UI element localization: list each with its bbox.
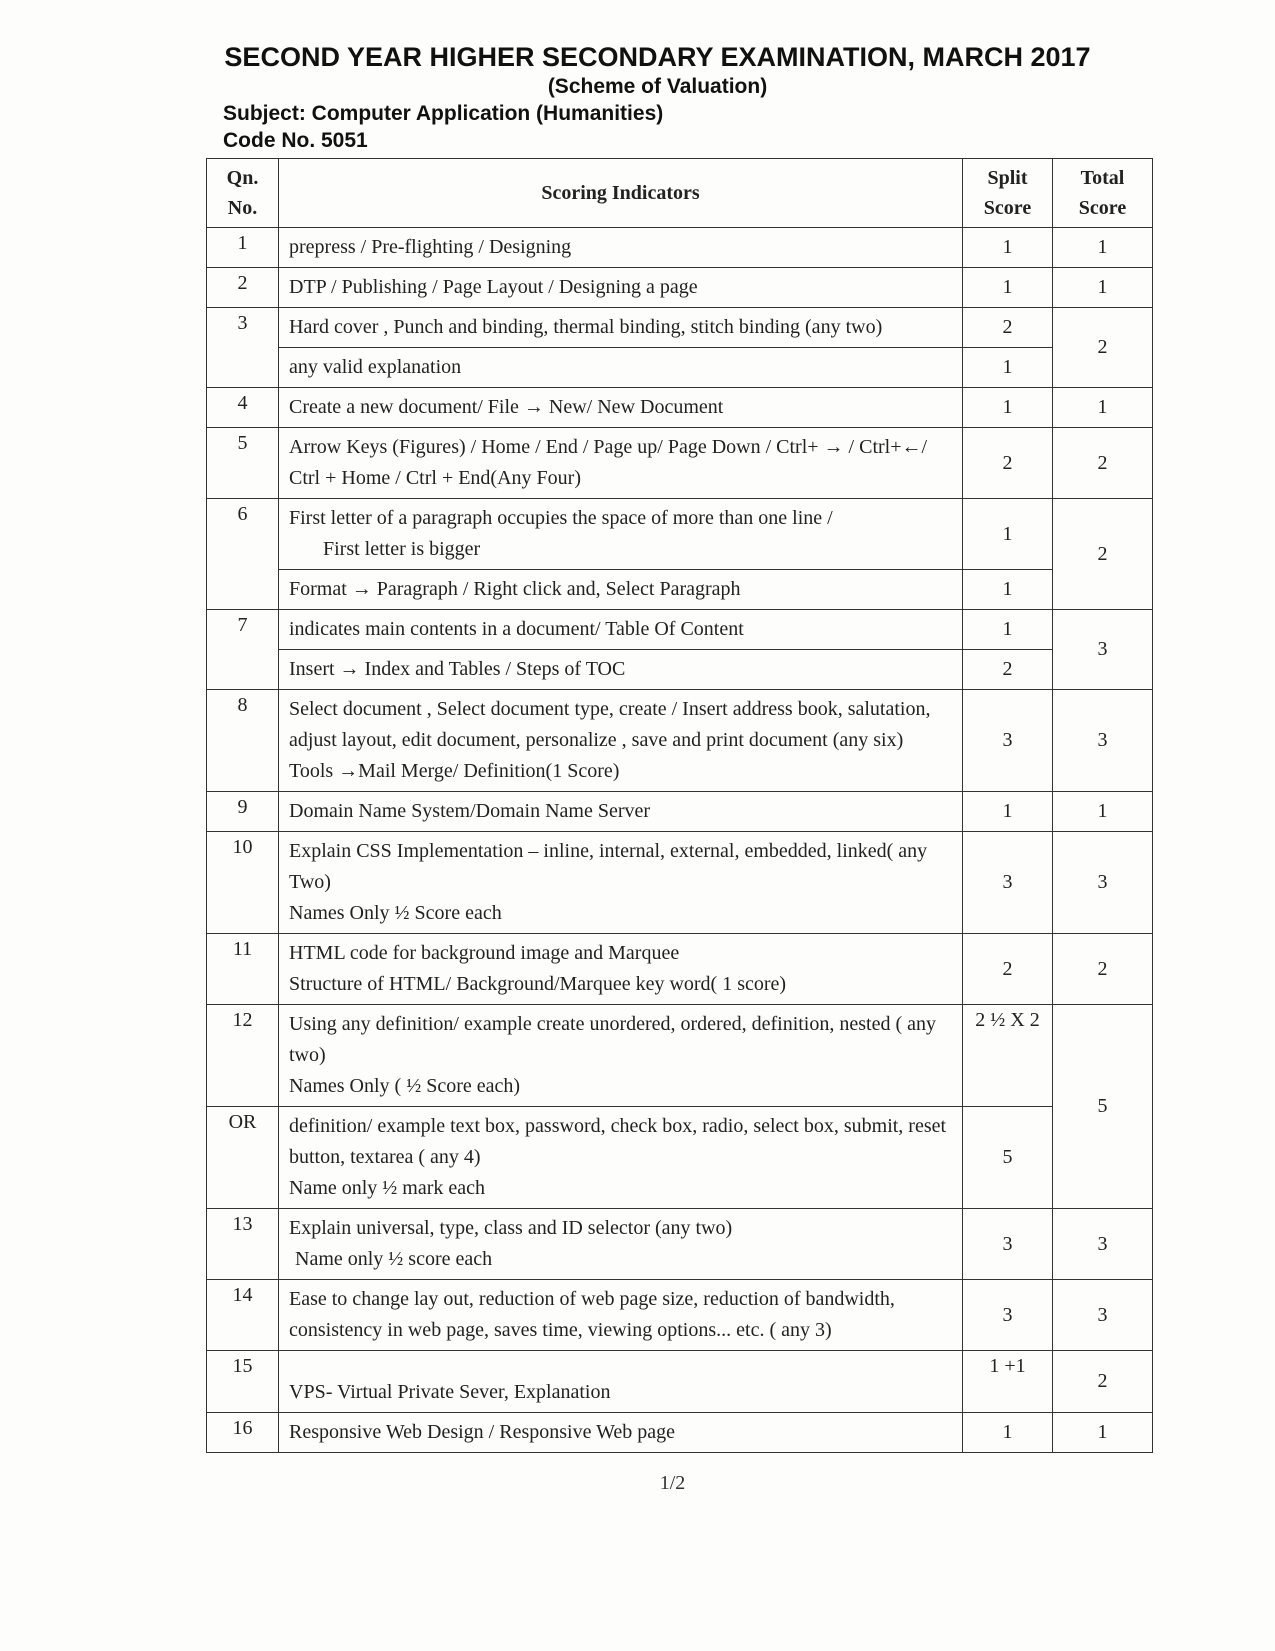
- split-cell: 1: [963, 499, 1053, 570]
- header-split: Split Score: [963, 159, 1053, 228]
- total-cell: 1: [1053, 792, 1153, 832]
- indicator-cell: Responsive Web Design / Responsive Web page: [279, 1413, 963, 1453]
- indicator-cell: Arrow Keys (Figures) / Home / End / Page up/ Page Down / Ctrl+ → / Ctrl+←/ Ctrl + Home / Ctrl + End(Any Four): [279, 428, 963, 499]
- total-cell: 1: [1053, 228, 1153, 268]
- table-row: [207, 1280, 1153, 1351]
- total-cell: 2: [1053, 428, 1153, 499]
- split-cell: 1: [963, 570, 1053, 610]
- table-row: [207, 1107, 1153, 1209]
- indicator-cell: Domain Name System/Domain Name Server: [279, 792, 963, 832]
- split-cell: 3: [963, 832, 1053, 934]
- total-cell: 3: [1053, 690, 1153, 792]
- indicator-cell: Hard cover , Punch and binding, thermal binding, stitch binding (any two): [279, 308, 963, 348]
- split-cell: 1: [963, 1413, 1053, 1453]
- qn-cell: 1: [207, 228, 279, 268]
- table-row: [207, 1351, 1153, 1413]
- page-number: 1/2: [659, 1472, 686, 1494]
- table-row: [207, 934, 1153, 1005]
- table-row: [207, 832, 1153, 934]
- indicator-cell: any valid explanation: [279, 348, 963, 388]
- qn-cell: 13: [207, 1209, 279, 1280]
- indicator-cell: Insert → Index and Tables / Steps of TOC: [279, 650, 963, 690]
- subject-line: Subject: Computer Application (Humanities): [223, 102, 664, 125]
- header-qn: Qn. No.: [207, 159, 279, 228]
- indicator-cell: prepress / Pre-flighting / Designing: [279, 228, 963, 268]
- indicator-cell: indicates main contents in a document/ Table Of Content: [279, 610, 963, 650]
- table-header-row: [207, 159, 1153, 228]
- table-row: [207, 650, 1153, 690]
- split-cell: 1: [963, 268, 1053, 308]
- split-cell: 1 +1: [963, 1351, 1053, 1413]
- qn-cell: 6: [207, 499, 279, 610]
- indicator-cell: VPS- Virtual Private Sever, Explanation: [279, 1351, 963, 1413]
- split-cell: 5: [963, 1107, 1053, 1209]
- split-cell: 1: [963, 348, 1053, 388]
- table-row: [207, 690, 1153, 792]
- table-row: [207, 1005, 1153, 1107]
- split-cell: 3: [963, 1280, 1053, 1351]
- split-cell: 2: [963, 934, 1053, 1005]
- split-cell: 2: [963, 650, 1053, 690]
- table-row: [207, 228, 1153, 268]
- qn-cell: 10: [207, 832, 279, 934]
- total-cell: 2: [1053, 499, 1153, 610]
- indicator-cell: Create a new document/ File → New/ New Document: [279, 388, 963, 428]
- exam-title: SECOND YEAR HIGHER SECONDARY EXAMINATION, MARCH 2017: [224, 42, 1091, 72]
- header-indicators: Scoring Indicators: [279, 159, 963, 228]
- table-row: [207, 308, 1153, 348]
- qn-cell: 8: [207, 690, 279, 792]
- qn-cell: 16: [207, 1413, 279, 1453]
- qn-cell: 12: [207, 1005, 279, 1107]
- indicator-cell: Explain CSS Implementation – inline, internal, external, embedded, linked( any Two) Names Only ½ Score each: [279, 832, 963, 934]
- total-cell: 3: [1053, 1209, 1153, 1280]
- qn-cell: 5: [207, 428, 279, 499]
- qn-cell: OR: [207, 1107, 279, 1209]
- qn-cell: 2: [207, 268, 279, 308]
- qn-cell: 9: [207, 792, 279, 832]
- split-cell: 1: [963, 228, 1053, 268]
- valuation-table: [206, 158, 1153, 1453]
- split-cell: 3: [963, 690, 1053, 792]
- split-cell: 1: [963, 388, 1053, 428]
- qn-cell: 4: [207, 388, 279, 428]
- qn-cell: 14: [207, 1280, 279, 1351]
- split-cell: 2 ½ X 2: [963, 1005, 1053, 1107]
- qn-cell: 3: [207, 308, 279, 388]
- qn-cell: 15: [207, 1351, 279, 1413]
- total-cell: 1: [1053, 388, 1153, 428]
- qn-cell: 11: [207, 934, 279, 1005]
- indicator-cell: HTML code for background image and Marquee Structure of HTML/ Background/Marquee key word( 1 score): [279, 934, 963, 1005]
- indicator-cell: definition/ example text box, password, check box, radio, select box, submit, reset button, textarea ( any 4) Name only ½ mark each: [279, 1107, 963, 1209]
- total-cell: 2: [1053, 308, 1153, 388]
- indicator-cell: DTP / Publishing / Page Layout / Designing a page: [279, 268, 963, 308]
- indicator-cell: First letter of a paragraph occupies the space of more than one line / First letter is bigger: [279, 499, 963, 570]
- indicator-cell: Format → Paragraph / Right click and, Select Paragraph: [279, 570, 963, 610]
- total-cell: 3: [1053, 610, 1153, 690]
- total-cell: 2: [1053, 934, 1153, 1005]
- split-cell: 1: [963, 792, 1053, 832]
- header-total: Total Score: [1053, 159, 1153, 228]
- table-row: [207, 570, 1153, 610]
- split-cell: 3: [963, 1209, 1053, 1280]
- split-cell: 2: [963, 428, 1053, 499]
- table-row: [207, 792, 1153, 832]
- qn-cell: 7: [207, 610, 279, 690]
- indicator-cell: Explain universal, type, class and ID selector (any two) Name only ½ score each: [279, 1209, 963, 1280]
- table-row: [207, 428, 1153, 499]
- scheme-subtitle: (Scheme of Valuation): [547, 75, 768, 98]
- code-line: Code No. 5051: [223, 129, 368, 152]
- table-row: [207, 1413, 1153, 1453]
- total-cell: 3: [1053, 1280, 1153, 1351]
- table-row: [207, 348, 1153, 388]
- table-row: [207, 610, 1153, 650]
- table-row: [207, 268, 1153, 308]
- total-cell: 2: [1053, 1351, 1153, 1413]
- indicator-cell: Select document , Select document type, create / Insert address book, salutation, adjust layout, edit document, personalize , save and print document (any six) Tools →Mail Merge/ Definition(1 Score): [279, 690, 963, 792]
- table-row: [207, 1209, 1153, 1280]
- total-cell: 1: [1053, 1413, 1153, 1453]
- table-row: [207, 499, 1153, 570]
- total-cell: 1: [1053, 268, 1153, 308]
- table-row: [207, 388, 1153, 428]
- total-cell: 3: [1053, 832, 1153, 934]
- split-cell: 2: [963, 308, 1053, 348]
- split-cell: 1: [963, 610, 1053, 650]
- total-cell: 5: [1053, 1005, 1153, 1209]
- indicator-cell: Using any definition/ example create unordered, ordered, definition, nested ( any two) Names Only ( ½ Score each): [279, 1005, 963, 1107]
- indicator-cell: Ease to change lay out, reduction of web page size, reduction of bandwidth, consistency in web page, saves time, viewing options... etc. ( any 3): [279, 1280, 963, 1351]
